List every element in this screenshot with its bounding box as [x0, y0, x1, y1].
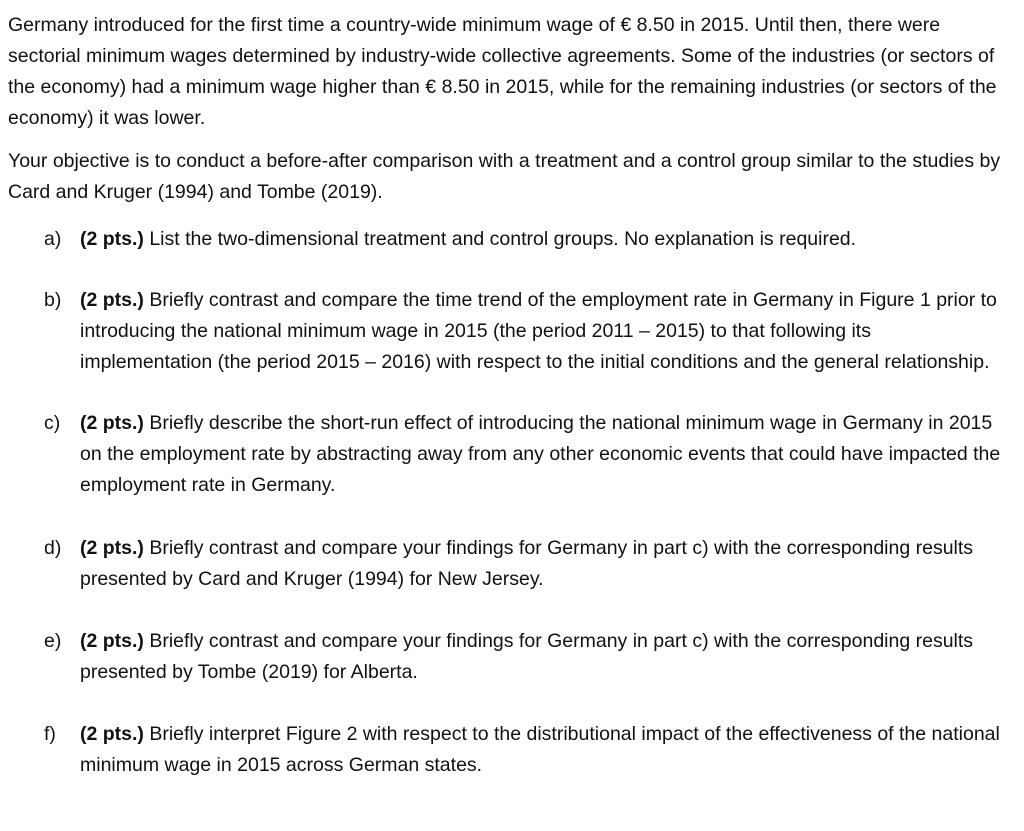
question-points: (2 pts.)	[80, 228, 144, 250]
question-a	[8, 224, 1010, 255]
question-text: Briefly contrast and compare the time trend of the employment rate in Germany in Figure 1 prior to introducing the national minimum wage in 2015 (the period 2011 – 2015) to that following its implementation (the period 2015 – 2016) with respect to the initial conditions and the general relationship.	[80, 289, 997, 373]
question-label: e)	[44, 630, 62, 652]
question-body	[80, 626, 1010, 688]
question-b	[8, 285, 1010, 378]
question-label: c)	[44, 412, 61, 434]
question-text: Briefly contrast and compare your findings for Germany in part c) with the corresponding results presented by Card and Kruger (1994) for New Jersey.	[80, 537, 974, 590]
question-label: a)	[44, 228, 62, 250]
question-points: (2 pts.)	[80, 289, 144, 311]
question-body	[80, 533, 1010, 595]
question-points: (2 pts.)	[80, 630, 144, 652]
question-points: (2 pts.)	[80, 412, 144, 434]
question-text: Briefly contrast and compare your findings for Germany in part c) with the corresponding results presented by Tombe (2019) for Alberta.	[80, 630, 974, 683]
question-c	[8, 408, 1010, 501]
question-e	[8, 626, 1010, 688]
intro-paragraph-2: Your objective is to conduct a before-after comparison with a treatment and a control group similar to the studies by Card and Kruger (1994) and Tombe (2019).	[8, 150, 1001, 203]
question-f	[8, 719, 1010, 781]
question-body	[80, 719, 1010, 781]
question-body	[80, 285, 1010, 378]
question-text: Briefly describe the short-run effect of introducing the national minimum wage in Germany in 2015 on the employment rate by abstracting away from any other economic events that could have impacted the employment rate in Germany.	[80, 412, 1001, 496]
question-label: b)	[44, 289, 62, 311]
question-d	[8, 533, 1010, 595]
question-text: List the two-dimensional treatment and control groups. No explanation is required.	[143, 228, 857, 250]
question-label: d)	[44, 537, 62, 559]
intro-paragraph-1: Germany introduced for the first time a country-wide minimum wage of € 8.50 in 2015. Until then, there were sectorial minimum wages determined by industry-wide collective agreements. Some of the industries (or sectors of the economy) had a minimum wage higher than € 8.50 in 2015, while for the remaining industries (or sectors of the economy) it was lower.	[8, 14, 997, 129]
question-points: (2 pts.)	[80, 723, 144, 745]
question-body	[80, 224, 1010, 255]
question-points: (2 pts.)	[80, 537, 144, 559]
question-body	[80, 408, 1010, 501]
question-list	[8, 224, 1010, 781]
question-text: Briefly interpret Figure 2 with respect to the distributional impact of the effectiveness of the national minimum wage in 2015 across German states.	[80, 723, 1000, 776]
question-label: f)	[44, 723, 56, 745]
